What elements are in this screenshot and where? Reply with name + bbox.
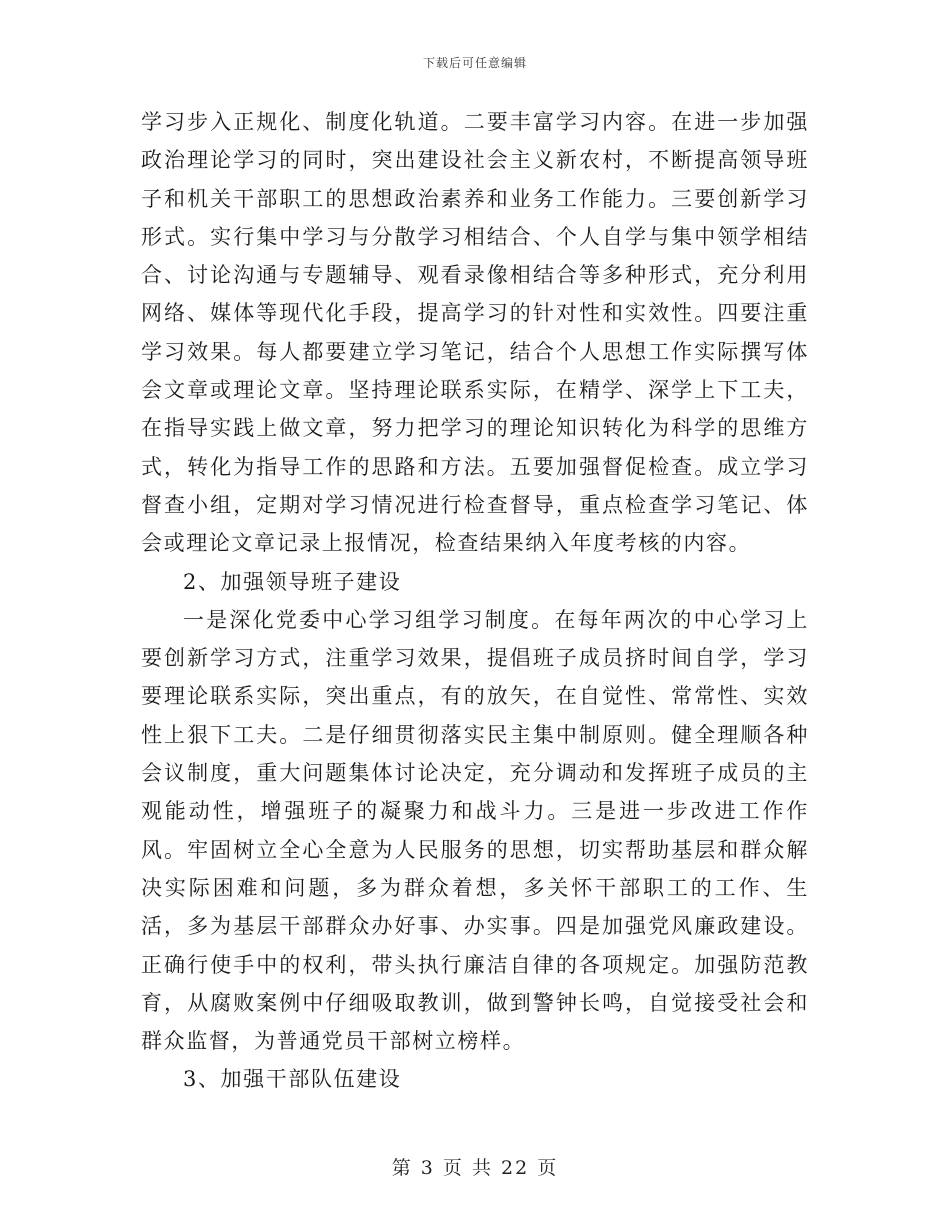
paragraph-leadership: 一是深化党委中心学习组学习制度。在每年两次的中心学习上要创新学习方式，注重学习效果，提倡班子成员挤时间自学，学习要理论联系实际，突出重点，有的放矢，在自觉性、常常性、实效性上狠下工夫。二是仔细贯彻落实民主集中制原则。健全理顺各种会议制度，重大问题集体讨论决定，充分调动和发挥班子成员的主观能动性，增强班子的凝聚力和战斗力。三是进一步改进工作作风。牢固树立全心全意为人民服务的思想，切实帮助基层和群众解决实际困难和问题，多为群众着想，多关怀干部职工的工作、生活，多为基层干部群众办好事、办实事。四是加强党风廉政建设。正确行使手中的权利，带头执行廉洁自律的各项规定。加强防范教育，从腐败案例中仔细吸取教训，做到警钟长鸣，自觉接受社会和群众监督，为普通党员干部树立榜样。 (141, 607, 809, 1054)
section-heading-leadership: 2、加强领导班子建设 (183, 569, 402, 594)
paragraph-study-content: 学习步入正规化、制度化轨道。二要丰富学习内容。在进一步加强政治理论学习的同时，突出建设社会主义新农村，不断提高领导班子和机关干部职工的思想政治素养和业务工作能力。三要创新学习形式。实行集中学习与分散学习相结合、个人自学与集中领学相结合、讨论沟通与专题辅导、观看录像相结合等多种形式，充分利用网络、媒体等现代化手段，提高学习的针对性和实效性。四要注重学习效果。每人都要建立学习笔记，结合个人思想工作实际撰写体会文章或理论文章。坚持理论联系实际，在精学、深学上下工夫，在指导实践上做文章，努力把学习的理论知识转化为科学的思维方式，转化为指导工作的思路和方法。五要加强督促检查。成立学习督查小组，定期对学习情况进行检查督导，重点检查学习笔记、体会或理论文章记录上报情况，检查结果纳入年度考核的内容。 (141, 110, 809, 556)
page-footer: 第 3 页 共 22 页 (391, 1157, 559, 1179)
section-heading-cadre: 3、加强干部队伍建设 (183, 1067, 402, 1092)
header-note: 下载后可任意编辑 (422, 56, 527, 70)
document-body (141, 103, 809, 1099)
